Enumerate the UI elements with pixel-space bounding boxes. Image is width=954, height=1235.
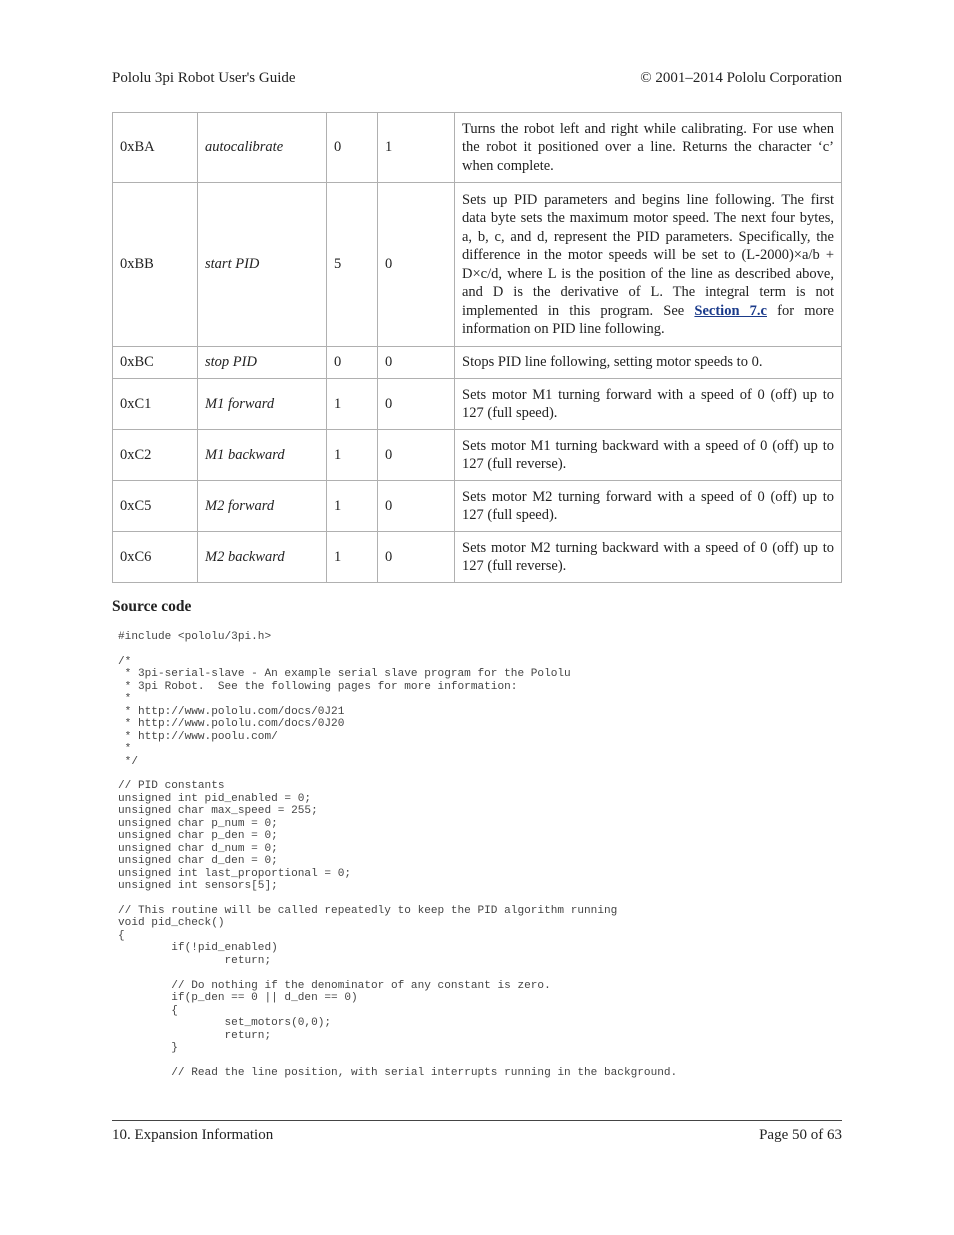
footer-divider [112,1120,842,1121]
table-row [113,379,842,430]
command-description: Sets motor M1 turning forward with a speed of 0 (off) up to 127 (full speed). [455,379,842,430]
command-name: stop PID [198,347,327,379]
table-row [113,430,842,481]
response-bytes: 1 [378,113,455,183]
command-code: 0xC6 [113,532,198,583]
command-name: M1 forward [198,379,327,430]
command-name: M2 backward [198,532,327,583]
data-bytes: 1 [327,481,378,532]
command-code: 0xC1 [113,379,198,430]
table-row [113,183,842,347]
footer-page-number: Page 50 of 63 [759,1127,842,1143]
footer-section: 10. Expansion Information [112,1127,274,1143]
data-bytes: 1 [327,379,378,430]
response-bytes: 0 [378,183,455,347]
command-description: Turns the robot left and right while calibrating. For use when the robot it positioned over a line. Returns the character ‘c’ when complete. [455,113,842,183]
description-text: Sets up PID parameters and begins line following. The first data byte sets the maximum motor speed. The next four bytes, a, b, c, and d, represent the PID parameters. Specifically, the difference in the motor speeds will be set to (L-2000)×a/b + D×c/d, where L is the position of the line as described above, and D is the derivative of L. The integral term is not implemented in this program. See [462,191,834,319]
command-table [112,112,842,583]
command-description: Stops PID line following, setting motor speeds to 0. [455,347,842,379]
command-code: 0xBB [113,183,198,347]
table-row [113,113,842,183]
data-bytes: 0 [327,347,378,379]
command-description: Sets motor M2 turning backward with a speed of 0 (off) up to 127 (full reverse). [455,532,842,583]
command-code: 0xBA [113,113,198,183]
response-bytes: 0 [378,379,455,430]
header-copyright: © 2001–2014 Pololu Corporation [640,70,842,86]
table-row [113,481,842,532]
command-name: M1 backward [198,430,327,481]
response-bytes: 0 [378,430,455,481]
command-code: 0xC2 [113,430,198,481]
response-bytes: 0 [378,347,455,379]
command-name: M2 forward [198,481,327,532]
table-row [113,347,842,379]
data-bytes: 1 [327,430,378,481]
table-row [113,532,842,583]
response-bytes: 0 [378,481,455,532]
command-name: start PID [198,183,327,347]
header-title: Pololu 3pi Robot User's Guide [112,70,296,86]
section-heading: Source code [112,598,192,615]
command-description: Sets motor M1 turning backward with a speed of 0 (off) up to 127 (full reverse). [455,430,842,481]
command-name: autocalibrate [198,113,327,183]
data-bytes: 0 [327,113,378,183]
source-code-block: #include <pololu/3pi.h> /* * 3pi-serial-slave - An example serial slave program for the Pololu * 3pi Robot. See the following pages for more information: * * http://www.pololu.com/docs/0J21 * http://www.pololu.com/docs/0J20 * http://www.poolu.com/ * */ // PID constants unsigned int pid_enabled = 0; unsigned char max_speed = 255; unsigned char p_num = 0; unsigned char p_den = 0; unsigned char d_num = 0; unsigned char d_den = 0; unsigned int last_proportional = 0; unsigned int sensors[5]; // This routine will be called repeatedly to keep the PID algorithm running void pid_check() { if(!pid_enabled) return; // Do nothing if the denominator of any constant is zero. if(p_den == 0 || d_den == 0) { set_motors(0,0); return; } // Read the line position, with serial interrupts running in the background. [118,631,678,1079]
command-code: 0xC5 [113,481,198,532]
command-code: 0xBC [113,347,198,379]
section-link[interactable]: Section 7.c [694,302,767,319]
data-bytes: 1 [327,532,378,583]
data-bytes: 5 [327,183,378,347]
command-description: Sets motor M2 turning forward with a speed of 0 (off) up to 127 (full speed). [455,481,842,532]
command-description [455,183,842,347]
response-bytes: 0 [378,532,455,583]
description-text: for more information on PID line following. [462,302,834,337]
